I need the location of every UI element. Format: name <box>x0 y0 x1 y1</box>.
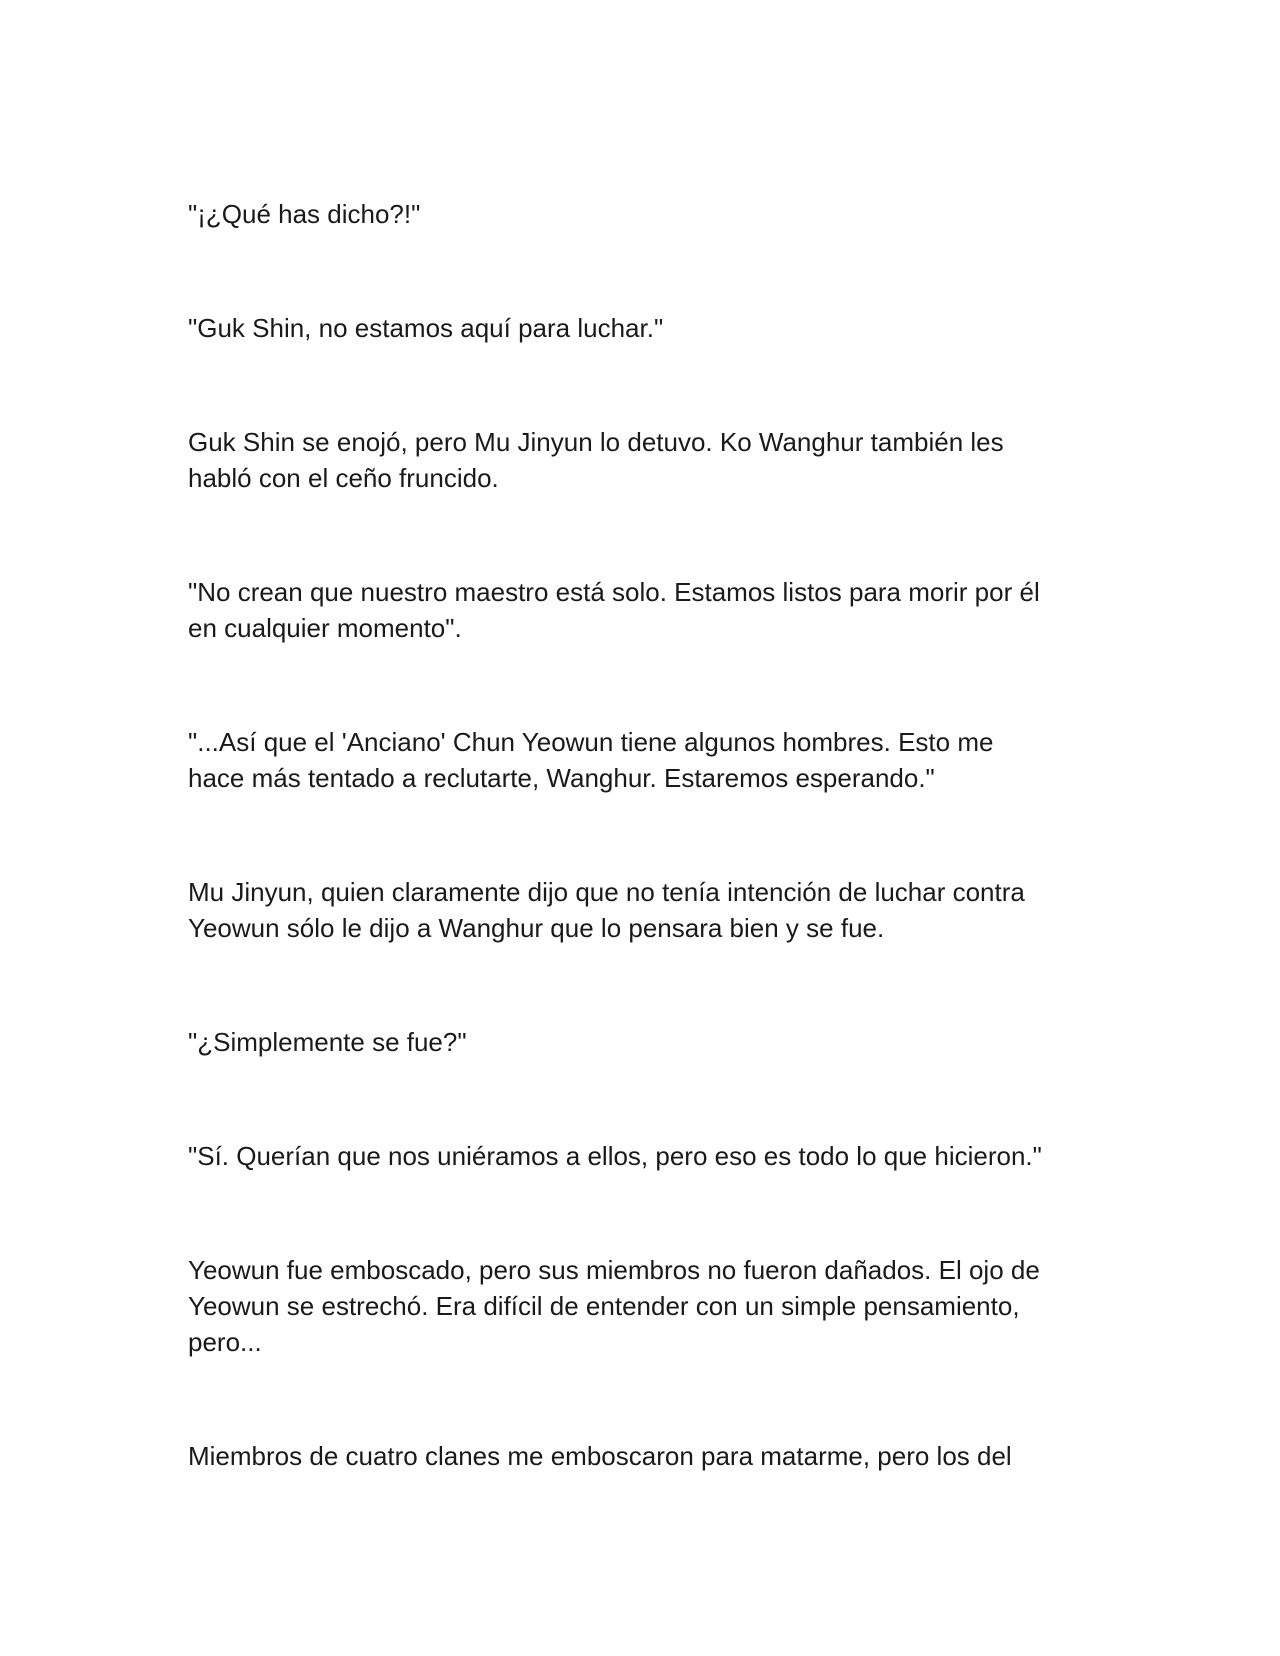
paragraph-8: "Sí. Querían que nos uniéramos a ellos, pero eso es todo lo que hicieron." <box>188 1141 1042 1171</box>
paragraph-3: Guk Shin se enojó, pero Mu Jinyun lo detuvo. Ko Wanghur también les habló con el ceño fruncido. <box>188 427 1004 493</box>
paragraph-7: "¿Simplemente se fue?" <box>188 1027 467 1057</box>
document-body <box>188 196 1088 1474</box>
paragraph-9: Yeowun fue emboscado, pero sus miembros no fueron dañados. El ojo de Yeowun se estrechó. Era difícil de entender con un simple pensamiento, pero... <box>188 1255 1040 1357</box>
paragraph-4: "No crean que nuestro maestro está solo. Estamos listos para morir por él en cualquier momento". <box>188 577 1040 643</box>
paragraph-1: "¡¿Qué has dicho?!" <box>188 199 421 229</box>
paragraph-2: "Guk Shin, no estamos aquí para luchar." <box>188 313 664 343</box>
paragraph-6: Mu Jinyun, quien claramente dijo que no tenía intención de luchar contra Yeowun sólo le dijo a Wanghur que lo pensara bien y se fue. <box>188 877 1025 943</box>
paragraph-5: "...Así que el 'Anciano' Chun Yeowun tiene algunos hombres. Esto me hace más tentado a reclutarte, Wanghur. Estaremos esperando." <box>188 727 994 793</box>
paragraph-10: Miembros de cuatro clanes me emboscaron para matarme, pero los del <box>188 1441 1012 1471</box>
